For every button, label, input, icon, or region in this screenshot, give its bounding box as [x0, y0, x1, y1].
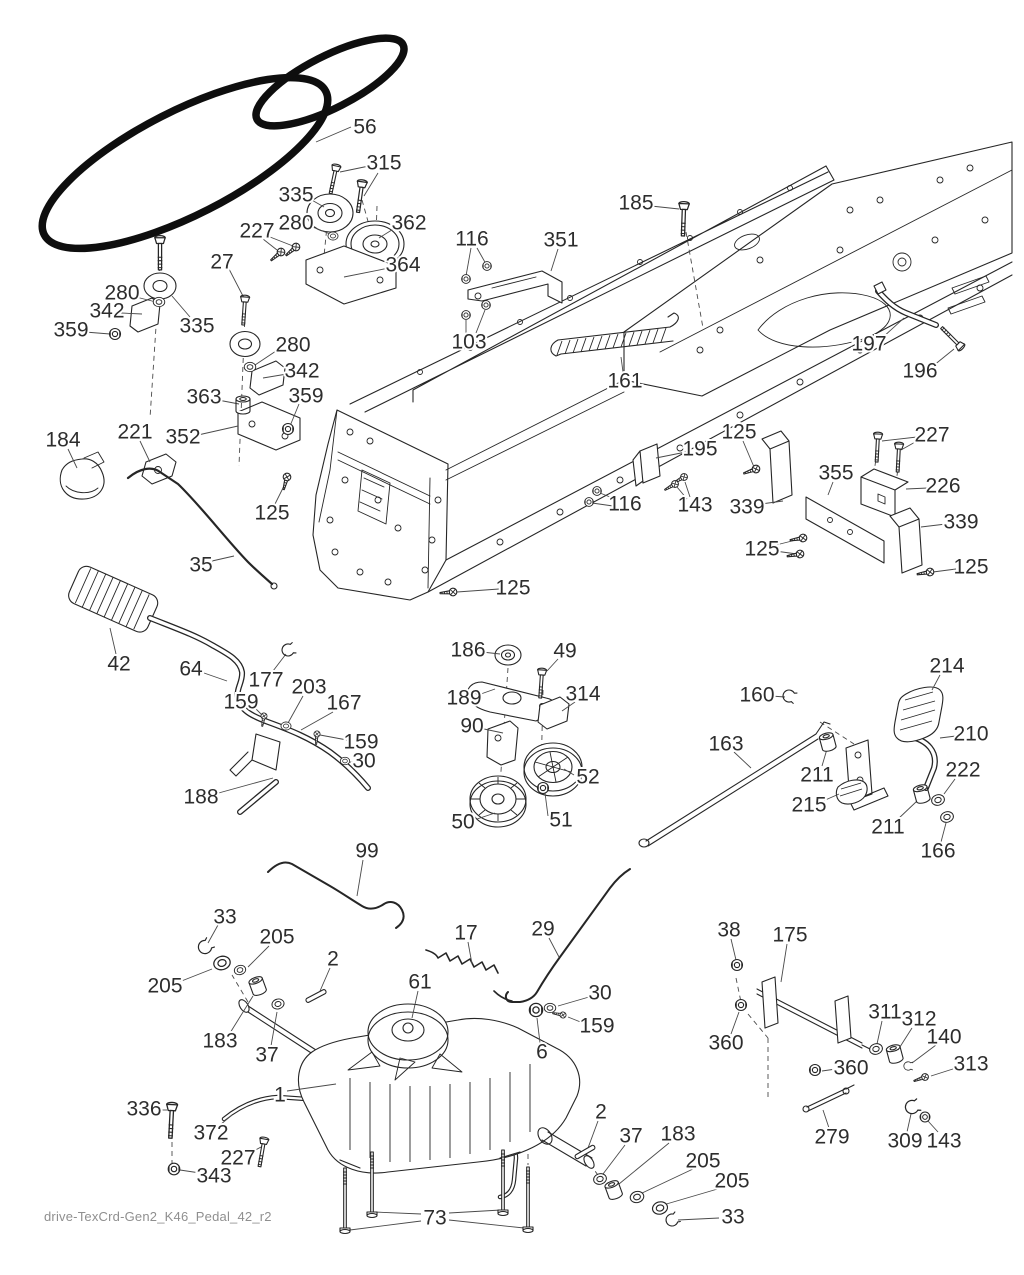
part-number-label: 210: [953, 722, 989, 746]
nut-glyph: [593, 487, 602, 496]
part-number-label: 211: [800, 763, 834, 787]
part-number-label: 143: [677, 493, 713, 517]
leader-line: [619, 1143, 669, 1184]
part-number-label: 38: [717, 918, 741, 942]
part-number-label: 33: [213, 905, 237, 929]
leader-line: [781, 944, 787, 982]
bolt-glyph: [893, 442, 904, 472]
part-number-label: 280: [275, 333, 311, 357]
part-number-label: 177: [248, 668, 284, 692]
part-number-label: 186: [450, 638, 486, 662]
leader-line: [558, 997, 589, 1006]
part-number-label: 205: [147, 974, 183, 998]
part-number-label: 335: [278, 183, 314, 207]
part-number-label: 143: [926, 1129, 962, 1153]
leader-line: [743, 441, 754, 467]
leader-line: [179, 969, 212, 982]
part-number-label: 362: [391, 211, 427, 235]
part-number-label: 64: [179, 657, 203, 681]
part-number-label: 42: [107, 652, 131, 676]
leader-line: [457, 589, 499, 592]
leader-line: [663, 1188, 721, 1205]
part-number-label: 364: [385, 253, 421, 277]
bolt-glyph: [938, 324, 965, 351]
washer-glyph: [930, 793, 945, 806]
clip-glyph: [781, 688, 797, 704]
part-number-label: 314: [565, 682, 601, 706]
nut-glyph: [462, 275, 471, 284]
part-number-label: 215: [791, 793, 827, 817]
leader-line: [603, 1145, 625, 1174]
part-number-label: 103: [451, 330, 487, 354]
part-number-label: 183: [202, 1029, 238, 1053]
part-number-label: 125: [744, 537, 780, 561]
bushing-glyph: [236, 396, 250, 414]
part-number-label: 29: [531, 917, 555, 941]
part-number-label: 280: [104, 281, 140, 305]
bushing-glyph: [886, 1044, 904, 1065]
lbolt-glyph: [340, 1168, 350, 1234]
leader-line: [549, 938, 559, 957]
leader-line: [140, 441, 150, 462]
part-number-label: 189: [446, 686, 482, 710]
part-number-label: 116: [455, 227, 489, 251]
part-number-label: 227: [914, 423, 950, 447]
washer-glyph: [212, 954, 231, 971]
part-number-label: 17: [454, 921, 478, 945]
part-number-label: 50: [451, 810, 475, 834]
clip-glyph: [280, 642, 296, 658]
leader-line: [374, 1212, 421, 1214]
part-number-label: 175: [772, 923, 808, 947]
screw-glyph: [913, 1073, 930, 1085]
part-number-label: 203: [291, 675, 327, 699]
leader-line: [678, 1218, 719, 1220]
part-number-label: 227: [239, 219, 275, 243]
part-number-label: 279: [814, 1125, 850, 1149]
part-number-label: 355: [818, 461, 854, 485]
part-number-label: 159: [223, 690, 259, 714]
washer-glyph: [233, 964, 247, 976]
nut-glyph: [110, 329, 121, 340]
part-number-label: 90: [460, 714, 484, 738]
part-number-label: 205: [259, 925, 295, 949]
leader-line: [449, 1220, 524, 1228]
part-number-label: 280: [278, 211, 314, 235]
part-number-label: 159: [579, 1014, 615, 1038]
bolt-glyph: [872, 432, 883, 462]
bolt-glyph: [353, 179, 367, 213]
nut-glyph: [810, 1065, 821, 1076]
leader-line: [198, 426, 238, 435]
nut-glyph: [462, 311, 471, 320]
part-number-label: 185: [618, 191, 654, 215]
leader-line: [110, 628, 116, 654]
leader-line: [288, 696, 303, 723]
part-number-label: 205: [714, 1169, 750, 1193]
part-number-label: 195: [682, 437, 718, 461]
part-number-label: 359: [53, 318, 89, 342]
washer-glyph: [629, 1190, 645, 1204]
part-number-label: 339: [729, 495, 765, 519]
part-number-label: 313: [953, 1052, 989, 1076]
leader-line: [248, 946, 269, 967]
screw-glyph: [284, 242, 302, 259]
screw-glyph: [280, 472, 292, 490]
clip-glyph: [904, 1098, 921, 1115]
part-number-label: 196: [902, 359, 938, 383]
part-number-label: 140: [926, 1025, 962, 1049]
part-number-label: 159: [343, 730, 379, 754]
part-number-label: 125: [721, 420, 757, 444]
part-number-label: 184: [45, 428, 81, 452]
screw-glyph: [742, 464, 760, 477]
diagram-reference-code: drive-TexCrd-Gen2_K46_Pedal_42_r2: [44, 1209, 272, 1224]
bushing-glyph: [248, 975, 267, 997]
part-number-label: 183: [660, 1122, 696, 1146]
part-number-label: 52: [576, 765, 600, 789]
part-number-label: 2: [595, 1100, 607, 1124]
nut-glyph: [585, 498, 594, 507]
nut-glyph: [538, 783, 549, 794]
part-number-label: 342: [284, 359, 320, 383]
nut-glyph: [732, 960, 743, 971]
washer-glyph: [939, 810, 954, 823]
part-number-label: 163: [708, 732, 744, 756]
part-number-label: 116: [608, 492, 642, 516]
leader-line: [357, 860, 363, 896]
leader-line: [271, 1012, 277, 1046]
bolt-glyph: [155, 236, 165, 270]
bolt-glyph: [536, 668, 547, 698]
part-number-label: 226: [925, 474, 961, 498]
leader-line: [316, 127, 351, 142]
transaxle-art: [237, 998, 596, 1173]
screw-glyph: [663, 479, 680, 492]
clip-glyph: [196, 937, 215, 956]
bolt-glyph: [255, 1136, 269, 1167]
leader-line: [640, 1169, 693, 1194]
part-number-label: 167: [326, 691, 362, 715]
part-number-label: 37: [255, 1043, 279, 1067]
part-number-label: 125: [953, 555, 989, 579]
leader-line: [449, 1210, 501, 1213]
washer-glyph: [544, 1003, 556, 1012]
part-number-label: 30: [352, 749, 376, 773]
bolt-glyph: [239, 295, 250, 325]
part-number-label: 125: [254, 501, 290, 525]
leader-line: [877, 1021, 882, 1044]
leader-line: [212, 556, 234, 561]
part-number-label: 33: [721, 1205, 745, 1229]
part-number-label: 49: [553, 639, 577, 663]
leader-line: [301, 712, 333, 730]
leader-line: [340, 166, 369, 172]
washer-glyph: [592, 1172, 607, 1185]
washer-glyph: [153, 297, 165, 306]
part-number-label: 311: [868, 1000, 902, 1024]
washer-glyph: [868, 1042, 883, 1055]
screw-glyph: [440, 588, 457, 597]
part-number-label: 2: [327, 947, 339, 971]
leader-line: [545, 793, 548, 816]
part-number-label: 166: [920, 839, 956, 863]
clip-glyph: [904, 1062, 913, 1070]
part-number-label: 205: [685, 1149, 721, 1173]
part-number-label: 227: [220, 1146, 256, 1170]
leader-line: [651, 206, 679, 209]
part-number-label: 335: [179, 314, 215, 338]
part-number-label: 99: [355, 839, 379, 863]
nut-glyph: [482, 301, 491, 310]
part-number-label: 56: [353, 115, 377, 139]
bushing-glyph: [819, 732, 837, 753]
part-number-label: 37: [619, 1124, 643, 1148]
leader-line: [921, 524, 946, 527]
part-number-label: 197: [851, 332, 887, 356]
part-number-label: 27: [210, 250, 234, 274]
nut-glyph: [483, 262, 492, 271]
bolt-glyph: [678, 201, 690, 236]
part-number-label: 160: [739, 683, 775, 707]
washer-glyph: [328, 232, 338, 240]
leader-line: [882, 437, 917, 441]
part-number-label: 6: [536, 1040, 548, 1064]
part-number-label: 211: [871, 815, 905, 839]
washer-glyph: [244, 362, 256, 371]
part-number-label: 339: [943, 510, 979, 534]
nut-glyph: [920, 1112, 930, 1122]
screw-glyph: [917, 568, 935, 578]
leader-line: [731, 939, 736, 960]
washer-glyph: [340, 757, 349, 765]
part-number-label: 214: [929, 654, 965, 678]
part-number-label: 315: [366, 151, 402, 175]
nut-glyph: [283, 424, 294, 435]
part-number-label: 222: [945, 758, 981, 782]
part-number-label: 360: [708, 1031, 744, 1055]
part-number-label: 372: [193, 1121, 229, 1145]
nut-glyph: [736, 1000, 747, 1011]
leader-line: [320, 968, 330, 991]
leader-line: [466, 248, 471, 276]
leader-line: [588, 1121, 598, 1148]
bolt-glyph: [326, 163, 341, 194]
leader-line: [931, 1068, 956, 1076]
part-number-label: 161: [607, 369, 643, 393]
lbolt-glyph: [523, 1167, 533, 1233]
part-number-label: 309: [887, 1129, 923, 1153]
part-number-label: 73: [423, 1206, 447, 1230]
part-number-label: 343: [196, 1164, 232, 1188]
part-number-label: 61: [408, 970, 432, 994]
leader-line: [350, 1221, 421, 1230]
leader-line: [204, 673, 227, 681]
screw-glyph: [787, 550, 805, 560]
part-number-label: 221: [117, 420, 153, 444]
part-number-label: 342: [89, 299, 125, 323]
nut-glyph: [529, 1003, 542, 1016]
part-number-label: 35: [189, 553, 213, 577]
leader-line: [85, 332, 110, 334]
part-number-label: 336: [126, 1097, 162, 1121]
key-glyph: [305, 989, 326, 1003]
part-number-label: 30: [588, 981, 612, 1005]
part-number-label: 359: [288, 384, 324, 408]
part-number-label: 312: [901, 1007, 937, 1031]
washer-glyph: [651, 1200, 669, 1216]
lbolt-glyph: [498, 1150, 508, 1216]
washer-glyph: [281, 722, 291, 730]
bolt-glyph: [165, 1102, 178, 1138]
part-number-label: 51: [549, 808, 573, 832]
part-number-label: 188: [183, 785, 219, 809]
part-number-label: 360: [833, 1056, 869, 1080]
leader-line: [551, 249, 558, 271]
screw-glyph: [269, 247, 287, 264]
washer-glyph: [271, 998, 285, 1011]
nut-glyph: [168, 1163, 180, 1175]
part-number-label: 352: [165, 425, 201, 449]
part-number-label: 125: [495, 576, 531, 600]
part-number-label: 363: [186, 385, 222, 409]
screw-glyph: [790, 534, 808, 544]
part-number-label: 1: [274, 1083, 286, 1107]
part-number-label: 351: [543, 228, 579, 252]
